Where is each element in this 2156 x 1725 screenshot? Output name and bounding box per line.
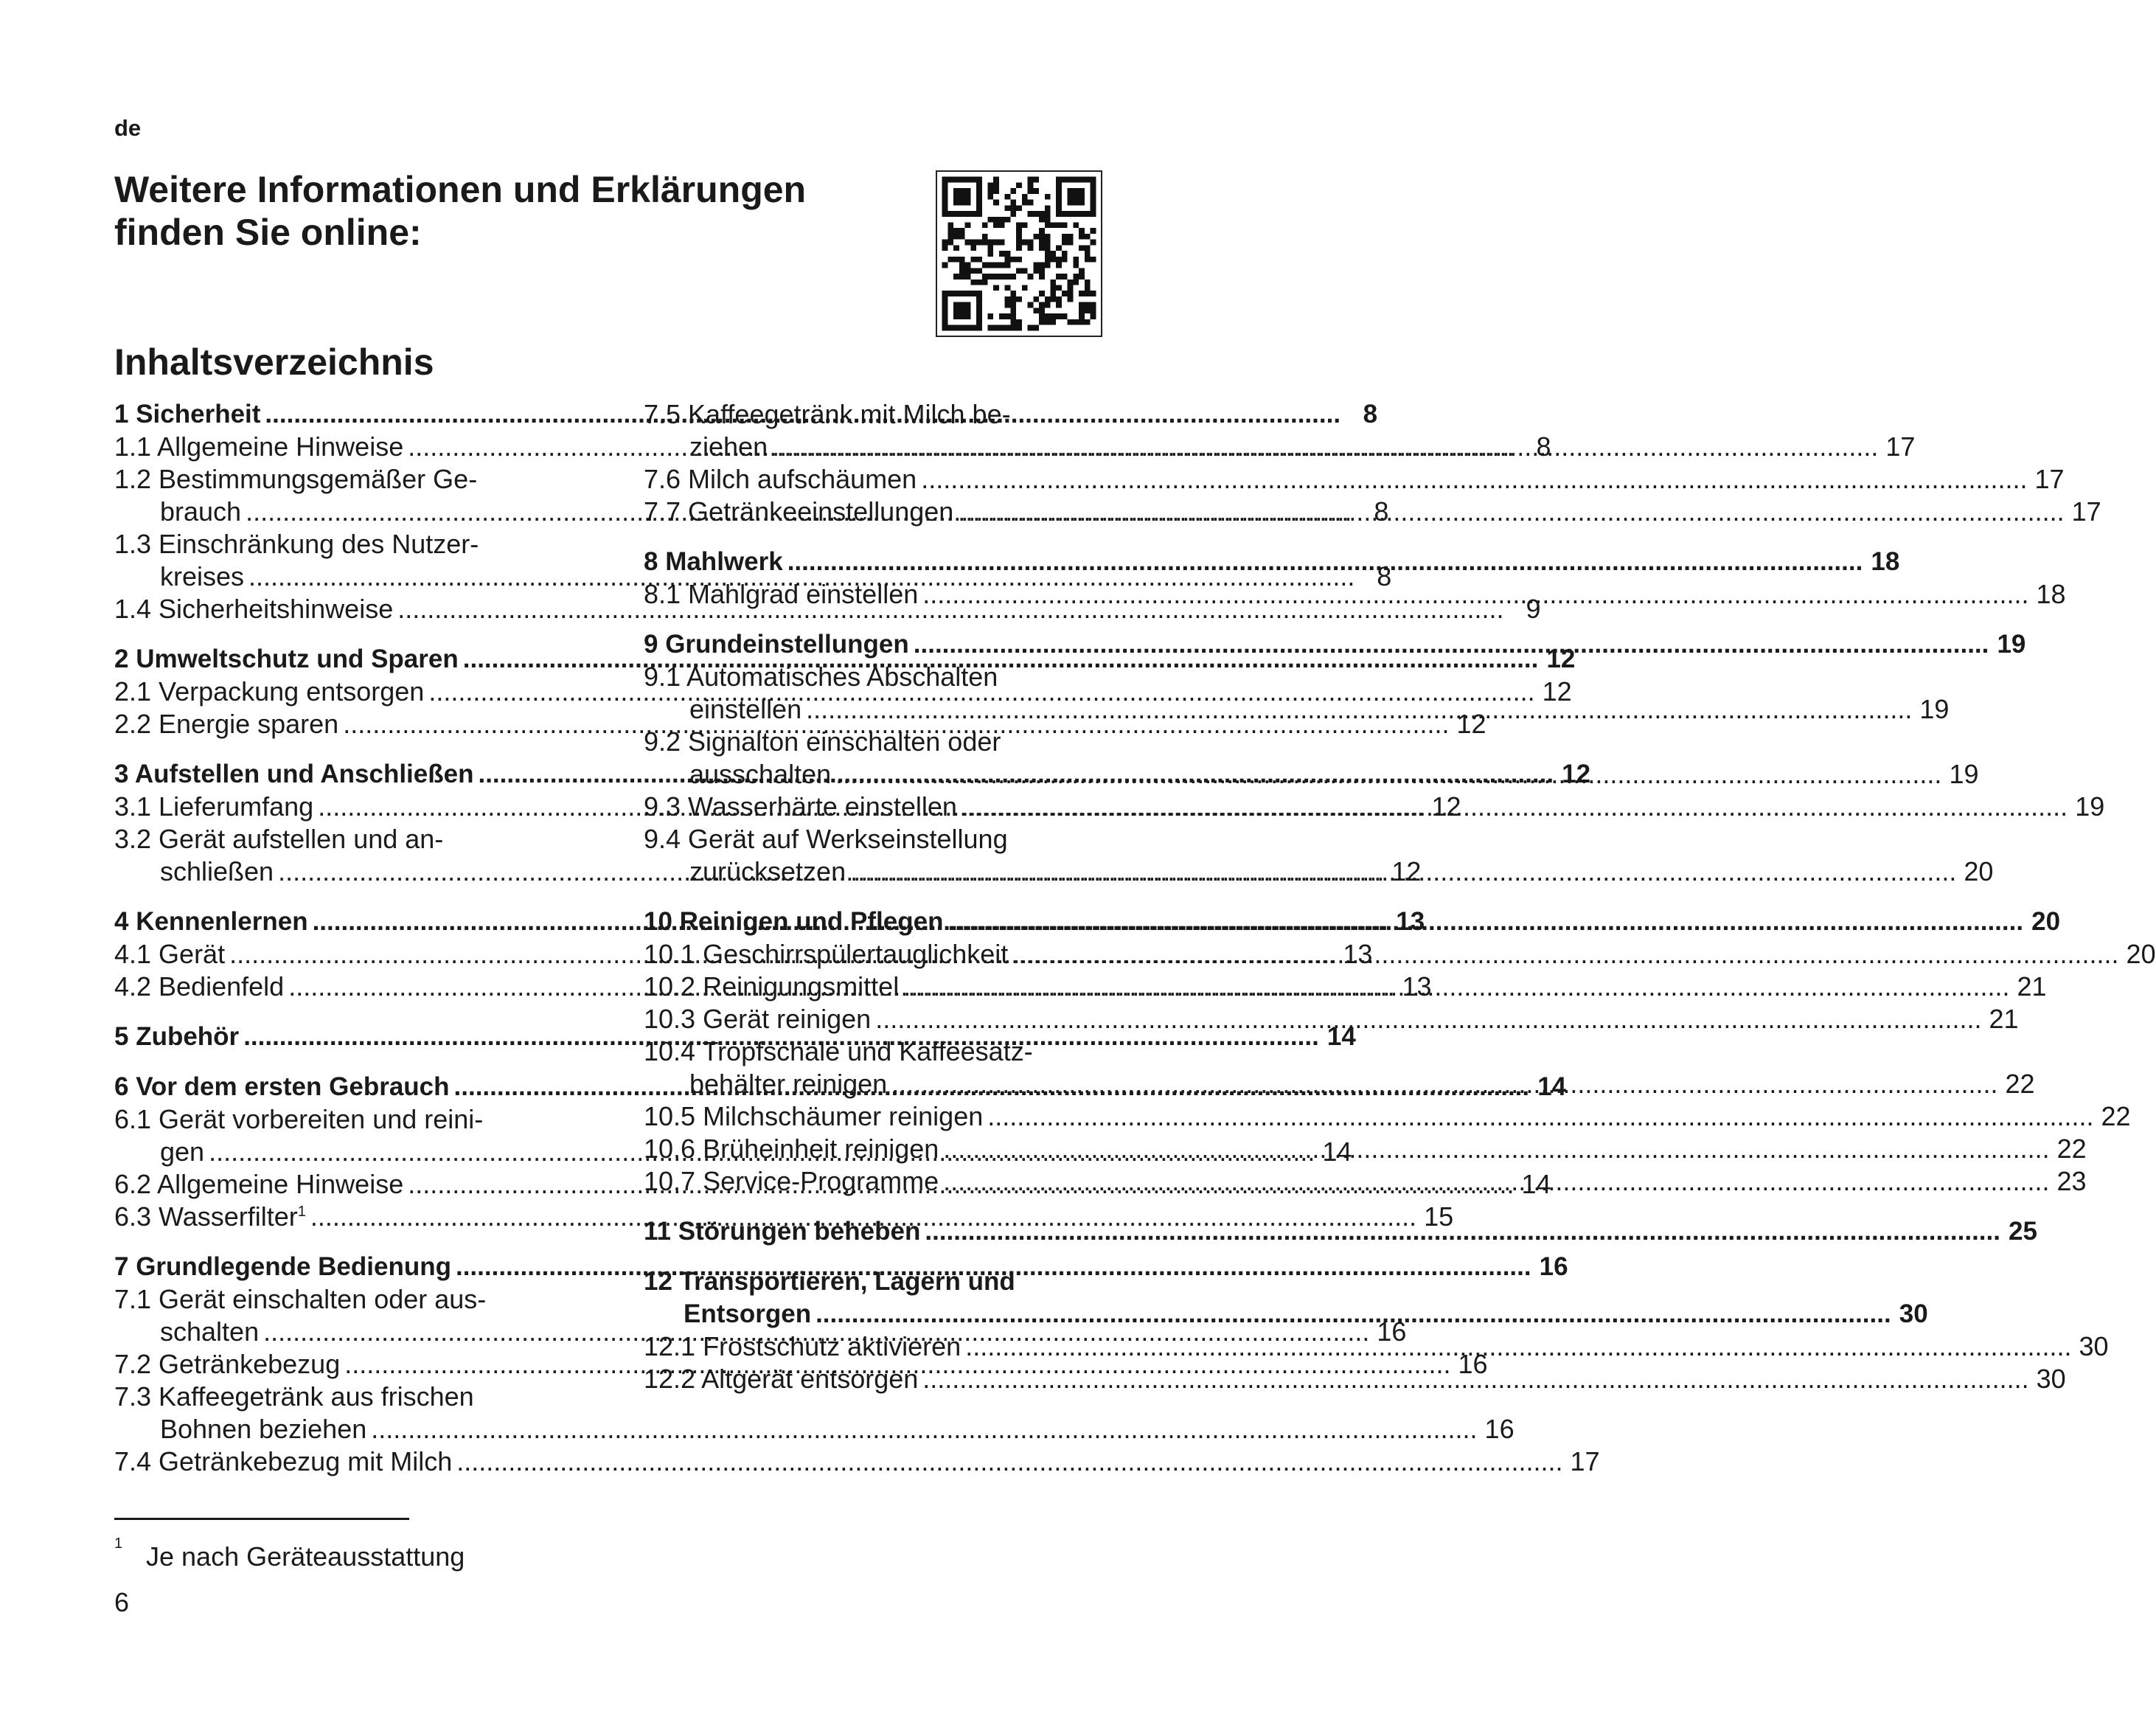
toc-entry-title: 10.6 Brüheinheit reinigen [644,1134,939,1164]
toc-page-number: 12 [1546,645,1576,673]
toc-entry-title: 11 Störungen beheben [644,1217,921,1246]
footnote-divider [114,1518,409,1520]
toc-page-number: 23 [2056,1166,2087,1196]
toc-entry-title: 12 Transportieren, Lagern und [644,1267,1015,1296]
toc-entry-title: 10.4 Tropfschale und Kaffeesatz- [644,1036,1033,1066]
dot-leader [914,628,1989,661]
toc-page-number: 9 [1526,594,1541,624]
toc-entry-title: 9.4 Gerät auf Werkseinstellung [644,824,1008,854]
toc-page-number: 19 [1949,759,1979,789]
toc-page-number: 15 [1424,1201,1454,1232]
toc-entry-title: 9 Grundeinstellungen [644,630,909,659]
toc-page-number: 18 [2036,579,2066,609]
toc-entry-title: 4 Kennenlernen [114,907,308,936]
toc-entry[interactable] [114,1381,1515,1445]
footnote-mark: 1 [114,1535,123,1552]
toc-page-number: 17 [2034,464,2065,494]
toc-entry-title-continued: Bohnen beziehen [160,1414,367,1444]
toc-page-number: 13 [1402,971,1432,1002]
toc-entry-title-continued: Entsorgen [684,1299,812,1328]
toc-entry[interactable] [644,1003,2019,1035]
toc-entry-title: 3.1 Lieferumfang [114,791,314,822]
toc-entry-title: 10.2 Reinigungsmittel [644,971,900,1002]
toc-page-number: 19 [1997,630,2026,659]
toc-entry-title-continued: schalten [160,1316,260,1347]
toc-page-number: 21 [1989,1004,2019,1034]
toc-page-number: 16 [1458,1349,1488,1379]
toc-page-number: 17 [1885,431,1916,462]
dot-leader [925,1215,2000,1248]
toc-entry-title: 7.3 Kaffeegetränk aus frischen [114,1381,474,1412]
toc-page-number: 20 [2126,939,2156,969]
toc-entry-title: 8 Mahlwerk [644,547,783,576]
dot-leader [787,546,1863,578]
toc-page-number: 17 [1570,1446,1600,1476]
toc-entry-title: 7.7 Getränkeeinstellungen [644,496,954,527]
dot-leader [875,1003,1981,1035]
qr-code-image[interactable] [936,171,1102,336]
toc-entry-title: 7 Grundlegende Bedienung [114,1252,451,1281]
toc-page-number: 8 [1377,561,1392,591]
toc-entry-title: 6.3 Wasserfilter [114,1201,298,1232]
toc-page-number: 19 [1919,694,1950,724]
toc-entry-title: 8.1 Mahlgrad einstellen [644,579,919,609]
toc-entry-title: 1 Sicherheit [114,400,261,428]
dot-leader [816,1298,1891,1330]
toc-entry-title: 7.6 Milch aufschäumen [644,464,917,494]
toc-page-number: 13 [1343,939,1373,969]
dot-leader [943,1165,2049,1198]
dot-leader [922,1363,2028,1395]
toc-entry[interactable] [644,463,2065,496]
toc-entry-title: 10.1 Geschirrspülertauglichkeit [644,939,1009,969]
toc-entry-title: 1.1 Allgemeine Hinweise [114,431,404,462]
toc-entry-title: 9.2 Signalton einschalten oder [644,726,1001,757]
toc-page-number: 14 [1521,1169,1551,1199]
toc-entry-title: 4.1 Gerät [114,939,226,969]
dot-leader [903,971,2009,1003]
toc-entry[interactable] [644,496,2101,528]
toc-page-number: 22 [2056,1134,2087,1164]
toc-entry-title: 6.1 Gerät vorbereiten und reini- [114,1104,484,1134]
toc-entry-title: 10 Reinigen und Pflegen [644,907,944,936]
toc-page-number: 19 [2075,791,2105,822]
toc-entry-title: 9.3 Wasserhärte einstellen [644,791,957,822]
toc-entry-title: 3.2 Gerät aufstellen und an- [114,824,444,854]
dot-leader [850,855,1956,888]
toc-page-number: 12 [1542,676,1572,707]
dot-leader [806,693,1912,726]
toc-page-number: 30 [2036,1364,2066,1394]
toc-page-number: 12 [1562,760,1591,788]
toc-page-number: 18 [1871,547,1900,576]
toc-entry-title-continued: gen [160,1136,205,1167]
toc-entry-title-continued: einstellen [689,694,802,724]
toc-entry-title: 1.4 Sicherheitshinweise [114,594,394,624]
toc-title: Inhaltsverzeichnis [114,341,434,383]
toc-entry[interactable] [644,578,2066,611]
toc-entry-title: 1.3 Einschränkung des Nutzer- [114,529,479,559]
page-number: 6 [114,1587,130,1617]
toc-page-number: 8 [1374,496,1389,527]
dot-leader [835,758,1941,791]
toc-entry-title-continued: kreises [160,561,245,591]
toc-entry-title-continued: ziehen [689,431,768,462]
toc-page-number: 8 [1363,400,1378,428]
toc-page-number: 22 [2101,1101,2131,1131]
toc-entry-title: 12.2 Altgerät entsorgen [644,1364,919,1394]
dot-leader [958,496,2064,528]
dot-leader [943,1133,2049,1165]
dot-leader [371,1413,1477,1445]
toc-page-number: 17 [2071,496,2101,527]
toc-entry-title: 2 Umweltschutz und Sparen [114,645,459,673]
toc-entry-title: 10.3 Gerät reinigen [644,1004,872,1034]
toc-page-number: 22 [2005,1069,2035,1099]
toc-page-number: 8 [1536,431,1551,462]
toc-page-number: 30 [2079,1331,2109,1361]
toc-page-number: 14 [1322,1136,1352,1167]
dot-leader [891,1068,1997,1100]
dot-leader [961,791,2068,823]
dot-leader [772,431,1878,463]
footnote-reference[interactable]: 1 [297,1204,306,1220]
toc-entry-title: 7.5 Kaffeegetränk mit Milch be- [644,399,1011,429]
toc-page-number: 13 [1396,907,1425,936]
toc-page-number: 14 [1326,1022,1356,1051]
toc-entry-title: 2.1 Verpackung entsorgen [114,676,425,707]
toc-entry-title: 12.1 Frostschutz aktivieren [644,1331,961,1361]
dot-leader [922,578,2028,611]
toc-page-number: 30 [1899,1299,1928,1328]
toc-page-number: 16 [1484,1414,1515,1444]
dot-leader [947,906,2023,938]
toc-entry-title: 1.2 Bestimmungsgemäßer Ge- [114,464,478,494]
toc-entry-title: 2.2 Energie sparen [114,709,339,739]
footnote-text: Je nach Geräteausstattung [146,1541,465,1572]
toc-page-number: 25 [2009,1217,2037,1246]
toc-entry-title-continued: schließen [160,856,274,886]
dot-leader [965,1330,2071,1363]
toc-page-number: 12 [1456,709,1486,739]
toc-page-number: 21 [2017,971,2047,1002]
toc-entry-title: 7.4 Getränkebezug mit Milch [114,1446,453,1476]
toc-entry[interactable] [114,1445,1600,1478]
toc-entry-title-continued: zurücksetzen [689,856,846,886]
language-code: de [114,115,142,141]
toc-entry-title: 7.2 Getränkebezug [114,1349,341,1379]
toc-page-number: 14 [1537,1072,1567,1101]
toc-entry-title: 4.2 Bedienfeld [114,971,285,1002]
online-info-headline: Weitere Informationen und Erklärungen finden Sie online: [114,169,807,253]
toc-entry[interactable] [644,1100,2131,1133]
toc-page-number: 20 [1964,856,1994,886]
toc-page-number: 12 [1391,856,1422,886]
toc-section[interactable] [644,546,1900,578]
dot-leader [456,1445,1562,1478]
toc-entry-title: 10.7 Service-Programme [644,1166,939,1196]
toc-entry-title-continued: ausschalten [689,759,832,789]
dot-leader [987,1100,2093,1133]
dot-leader [1012,938,2118,971]
toc-entry-title: 10.5 Milchschäumer reinigen [644,1101,984,1131]
toc-entry-title: 5 Zubehör [114,1022,240,1051]
toc-entry-title: 6 Vor dem ersten Gebrauch [114,1072,450,1101]
toc-entry-title: 7.1 Gerät einschalten oder aus- [114,1284,487,1314]
toc-page-number: 16 [1377,1316,1407,1347]
toc-entry-title: 6.2 Allgemeine Hinweise [114,1169,404,1199]
toc-page-number: 20 [2031,907,2061,936]
toc-entry-title-continued: behälter reinigen [689,1069,888,1099]
toc-entry-title: 3 Aufstellen und Anschließen [114,760,474,788]
dot-leader [921,463,2027,496]
toc-page-number: 16 [1539,1252,1568,1281]
toc-entry-title-continued: brauch [160,496,242,527]
toc-entry-title: 9.1 Automatisches Abschalten [644,662,998,692]
toc-page-number: 12 [1431,791,1461,822]
toc-entry[interactable] [644,398,1916,463]
